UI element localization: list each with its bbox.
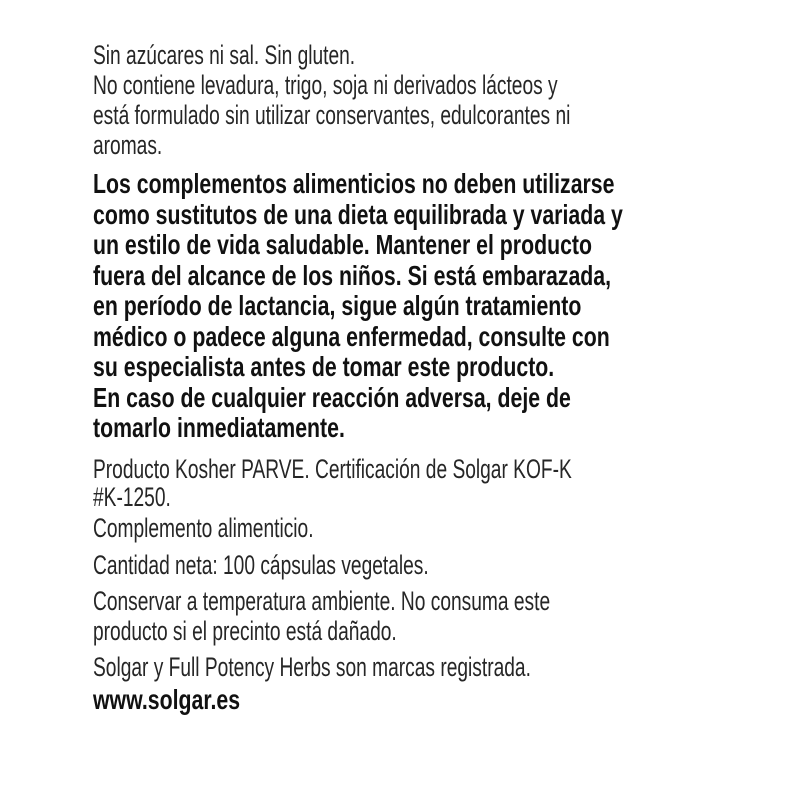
text-line: está formulado sin utilizar conservantes, edulcorantes ni <box>93 100 571 130</box>
text-line: No contiene levadura, trigo, soja ni derivados lácteos y <box>93 70 558 100</box>
website-url <box>93 685 286 716</box>
text-line: Conservar a temperatura ambiente. No consuma este <box>93 586 551 616</box>
text-line: Complemento alimenticio. <box>93 513 314 543</box>
text-line: www.solgar.es <box>93 684 241 715</box>
paragraph-supplement-warning <box>93 169 790 444</box>
text-line: un estilo de vida saludable. Mantener el producto <box>93 229 592 260</box>
text-line: #K-1250. <box>93 481 171 512</box>
paragraph-storage-instructions <box>93 586 737 646</box>
text-line: como sustitutos de una dieta equilibrada y variada y <box>93 198 623 230</box>
paragraph-net-quantity <box>93 550 566 580</box>
text-line: Los complementos alimenticios no deben utilizarse <box>93 168 615 199</box>
text-line: en período de lactancia, sigue algún tratamiento <box>93 290 582 321</box>
text-line: su especialista antes de tomar este producto. <box>93 351 555 382</box>
text-line: médico o padece alguna enfermedad, consulte con <box>93 320 610 352</box>
paragraph-dietary-claims <box>93 40 765 160</box>
text-line: Solgar y Full Potency Herbs son marcas registrada. <box>93 652 531 682</box>
paragraph-trademark-notice <box>93 652 710 682</box>
text-line: Cantidad neta: 100 cápsulas vegetales. <box>93 550 429 580</box>
text-line: fuera del alcance de los niños. Si está embarazada, <box>93 259 612 291</box>
text-line: aromas. <box>93 130 163 160</box>
text-line: producto si el precinto está dañado. <box>93 616 397 646</box>
text-line: En caso de cualquier reacción adversa, deje de <box>93 381 571 413</box>
text-line: Sin azúcares ni sal. Sin gluten. <box>93 40 356 70</box>
text-line: tomarlo inmediatamente. <box>93 412 345 443</box>
text-line: Producto Kosher PARVE. Certificación de Solgar KOF-K <box>93 454 572 484</box>
paragraph-kosher-certification <box>93 456 767 511</box>
paragraph-food-supplement <box>93 513 404 543</box>
